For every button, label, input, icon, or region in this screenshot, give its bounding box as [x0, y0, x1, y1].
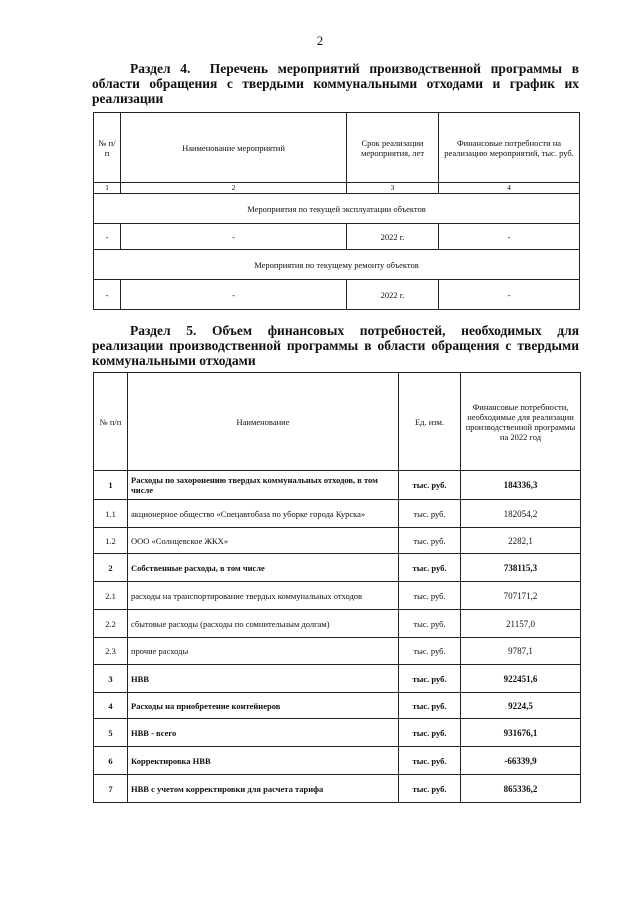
- row-name: прочие расходы: [128, 638, 399, 665]
- table-row: [94, 582, 581, 610]
- row-unit: тыс. руб.: [399, 665, 461, 693]
- section4-title-part2: Перечень мероприятий производственной программы в области обращения с твердыми коммунальными отходами и график их реализации: [92, 61, 579, 106]
- row-number: 4: [94, 693, 128, 719]
- header-num: № п/п: [94, 113, 121, 183]
- page-number: 2: [316, 33, 324, 48]
- table-row: [94, 500, 581, 528]
- row-number: 6: [94, 747, 128, 775]
- cell: 2022 г.: [347, 280, 439, 310]
- section5-title-text: Раздел 5. Объем финансовых потребностей, необходимых для реализации производственной программы в области обращения с твердыми коммунальными отходами: [92, 323, 579, 368]
- section4-title: [92, 61, 579, 106]
- row-name: сбытовые расходы (расходы по сомнительным долгам): [128, 610, 399, 638]
- section4-table: [93, 112, 580, 310]
- cell: -: [94, 280, 121, 310]
- table-header-row: [94, 373, 581, 471]
- row-value: -66339,9: [461, 747, 581, 775]
- cell: -: [121, 280, 347, 310]
- header-finance: Финансовые потребности, необходимые для реализации производственной программы на 2022 год: [461, 373, 581, 471]
- row-name: акционерное общество «Спецавтобаза по уборке города Курска»: [128, 500, 399, 528]
- row-name: НВВ с учетом корректировки для расчета тарифа: [128, 775, 399, 803]
- group-row: [94, 250, 580, 280]
- section4-title-part1: Раздел 4.: [130, 61, 191, 76]
- row-name: ООО «Солнцевское ЖКХ»: [128, 528, 399, 554]
- cell: -: [94, 224, 121, 250]
- row-name: Собственные расходы, в том числе: [128, 554, 399, 582]
- row-unit: тыс. руб.: [399, 610, 461, 638]
- row-unit: тыс. руб.: [399, 528, 461, 554]
- row-name: расходы на транспортирование твердых коммунальных отходов: [128, 582, 399, 610]
- row-value: 707171,2: [461, 582, 581, 610]
- cell: -: [439, 280, 580, 310]
- section5-table: [93, 372, 581, 803]
- table-row: [94, 747, 581, 775]
- row-unit: тыс. руб.: [399, 554, 461, 582]
- cell: 2022 г.: [347, 224, 439, 250]
- group-title: Мероприятия по текущему ремонту объектов: [94, 250, 580, 280]
- row-number: 2.3: [94, 638, 128, 665]
- table-row: [94, 554, 581, 582]
- table-row: [94, 280, 580, 310]
- row-number: 1.1: [94, 500, 128, 528]
- header-name: Наименование: [128, 373, 399, 471]
- group-row: [94, 194, 580, 224]
- header-unit: Ед. изм.: [399, 373, 461, 471]
- col-number: 1: [94, 183, 121, 194]
- row-number: 2.1: [94, 582, 128, 610]
- row-name: Корректировка НВВ: [128, 747, 399, 775]
- row-number: 3: [94, 665, 128, 693]
- row-number: 2.2: [94, 610, 128, 638]
- row-number: 7: [94, 775, 128, 803]
- col-number: 4: [439, 183, 580, 194]
- row-number: 5: [94, 719, 128, 747]
- section5-title: [92, 323, 579, 368]
- row-unit: тыс. руб.: [399, 747, 461, 775]
- header-name: Наименование мероприятий: [121, 113, 347, 183]
- row-value: 21157,0: [461, 610, 581, 638]
- table-row: [94, 638, 581, 665]
- row-value: 865336,2: [461, 775, 581, 803]
- table-row: [94, 775, 581, 803]
- row-name: Расходы на приобретение контейнеров: [128, 693, 399, 719]
- header-finance: Финансовые потребности на реализацию мероприятий, тыс. руб.: [439, 113, 580, 183]
- row-name: НВВ: [128, 665, 399, 693]
- row-unit: тыс. руб.: [399, 471, 461, 500]
- row-unit: тыс. руб.: [399, 693, 461, 719]
- table-row: [94, 528, 581, 554]
- row-number: 2: [94, 554, 128, 582]
- row-name: Расходы по захоронению твердых коммунальных отходов, в том числе: [128, 471, 399, 500]
- col-number: 3: [347, 183, 439, 194]
- row-value: 184336,3: [461, 471, 581, 500]
- row-number: 1: [94, 471, 128, 500]
- table-row: [94, 224, 580, 250]
- table-row: [94, 693, 581, 719]
- column-numbers-row: [94, 183, 580, 194]
- row-unit: тыс. руб.: [399, 638, 461, 665]
- table-row: [94, 665, 581, 693]
- row-value: 9787,1: [461, 638, 581, 665]
- row-unit: тыс. руб.: [399, 500, 461, 528]
- col-number: 2: [121, 183, 347, 194]
- cell: -: [439, 224, 580, 250]
- table-header-row: [94, 113, 580, 183]
- row-unit: тыс. руб.: [399, 719, 461, 747]
- table-row: [94, 610, 581, 638]
- row-unit: тыс. руб.: [399, 775, 461, 803]
- row-value: 182054,2: [461, 500, 581, 528]
- row-value: 2282,1: [461, 528, 581, 554]
- header-term: Срок реализации мероприятия, лет: [347, 113, 439, 183]
- row-value: 738115,3: [461, 554, 581, 582]
- cell: -: [121, 224, 347, 250]
- header-num: № п/п: [94, 373, 128, 471]
- row-value: 931676,1: [461, 719, 581, 747]
- table-row: [94, 719, 581, 747]
- row-value: 9224,5: [461, 693, 581, 719]
- row-unit: тыс. руб.: [399, 582, 461, 610]
- row-name: НВВ - всего: [128, 719, 399, 747]
- group-title: Мероприятия по текущей эксплуатации объектов: [94, 194, 580, 224]
- row-value: 922451,6: [461, 665, 581, 693]
- row-number: 1.2: [94, 528, 128, 554]
- table-row: [94, 471, 581, 500]
